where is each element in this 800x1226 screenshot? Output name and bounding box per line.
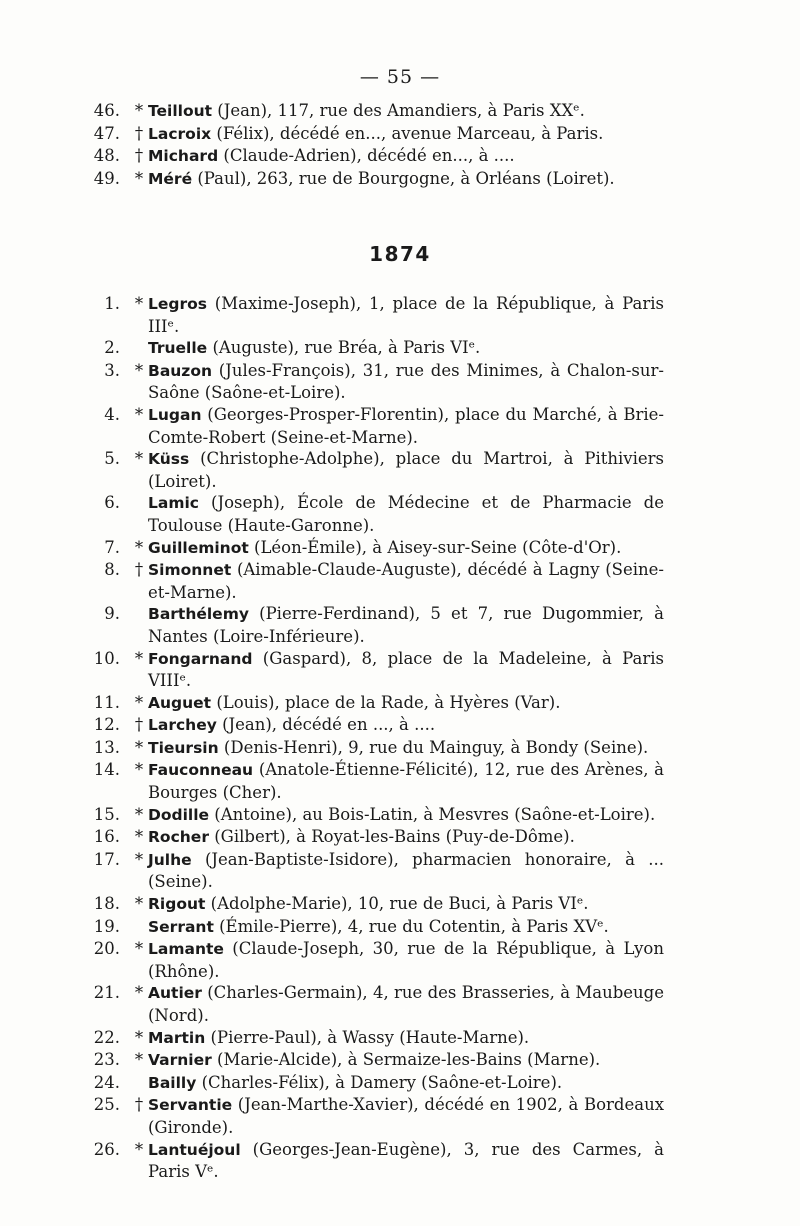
asterisk-mark: *: [134, 692, 144, 712]
list-item: [76, 714, 664, 737]
entry-name: Lugan: [148, 405, 202, 424]
entry-name: Bailly: [148, 1073, 197, 1092]
entry-details: (Georges-Jean-Eugène), 3, rue des Carmes, à Paris Vᵉ.: [148, 1139, 664, 1182]
entry-details: (Georges-Prosper-Florentin), place du Marché, à Brie-Comte-Robert (Seine-et-Marne).: [148, 404, 664, 447]
entry-number: 17.: [93, 849, 120, 869]
list-item: [76, 337, 664, 360]
asterisk-mark: *: [134, 1050, 144, 1070]
entry-number: 26.: [93, 1139, 120, 1159]
entry-details: (Gilbert), à Royat-les-Bains (Puy-de-Dôme).: [208, 827, 575, 847]
list-item: [76, 982, 664, 1026]
entry-name: Bauzon: [148, 361, 213, 380]
list-item: [76, 759, 664, 803]
entry-number: 2.: [104, 338, 120, 358]
list-item: [76, 849, 664, 893]
entry-number: 18.: [93, 894, 120, 914]
list-item: [76, 537, 664, 560]
list-item: [76, 804, 664, 827]
entry-name: Michard: [148, 147, 219, 166]
entry-details: (Jean), 117, rue des Amandiers, à Paris XXᵉ.: [212, 101, 585, 120]
entry-name: Varnier: [148, 1051, 212, 1070]
entry-number: 16.: [93, 827, 120, 847]
deceased-mark: †: [134, 560, 144, 580]
entry-number: 7.: [104, 537, 120, 557]
asterisk-mark: *: [134, 983, 144, 1003]
entry-name: Fauconneau: [148, 761, 254, 780]
entry-name: Dodille: [148, 805, 210, 824]
asterisk-mark: *: [134, 804, 144, 824]
asterisk-mark: *: [134, 849, 144, 869]
entry-details: (Paul), 263, rue de Bourgogne, à Orléans (Loiret).: [192, 168, 615, 188]
list-item: [76, 559, 664, 603]
asterisk-mark: *: [134, 537, 144, 557]
entry-name: Fongarnand: [148, 649, 253, 668]
entry-details: (Maxime-Joseph), 1, place de la République, à Paris IIIᵉ.: [148, 294, 664, 336]
list-item: [76, 1049, 664, 1072]
entry-number: 47.: [93, 123, 120, 143]
entry-number: 20.: [93, 939, 120, 959]
asterisk-mark: *: [134, 760, 144, 780]
entry-details: (Antoine), au Bois-Latin, à Mesvres (Saône-et-Loire).: [209, 804, 656, 824]
entry-name: Julhe: [148, 850, 192, 869]
list-item: [76, 692, 664, 715]
entry-name: Barthélemy: [148, 605, 249, 624]
asterisk-mark: *: [134, 648, 144, 668]
entry-number: 1.: [104, 294, 120, 313]
entry-number: 4.: [104, 404, 120, 424]
entry-details: (Charles-Félix), à Damery (Saône-et-Loire).: [196, 1072, 563, 1092]
list-item: [76, 603, 664, 647]
entry-details: (Émile-Pierre), 4, rue du Cotentin, à Paris XVᵉ.: [213, 916, 609, 936]
list-item: [76, 293, 664, 337]
entry-name: Lamic: [148, 494, 199, 513]
entry-name: Guilleminot: [148, 538, 249, 557]
entry-details: (Pierre-Ferdinand), 5 et 7, rue Dugommier, à Nantes (Loire-Inférieure).: [148, 604, 664, 646]
entry-number: 9.: [104, 604, 120, 624]
entry-name: Serrant: [148, 917, 214, 936]
entry-number: 49.: [93, 168, 120, 188]
list-item: [76, 448, 664, 492]
entry-details: (Charles-Germain), 4, rue des Brasseries, à Maubeuge (Nord).: [148, 983, 664, 1025]
entry-number: 46.: [93, 101, 120, 120]
asterisk-mark: *: [134, 894, 144, 914]
list-item: [76, 145, 664, 168]
entry-name: Rocher: [148, 828, 209, 847]
entry-name: Auguet: [148, 693, 212, 712]
list-item: [76, 404, 664, 448]
entry-details: (Léon-Émile), à Aisey-sur-Seine (Côte-d'Or).: [248, 537, 622, 557]
entry-number: 12.: [93, 715, 120, 735]
page-number: — 55 —: [359, 66, 441, 88]
entry-name: Lacroix: [148, 124, 212, 143]
entry-number: 6.: [104, 493, 120, 513]
entry-details: (Anatole-Étienne-Félicité), 12, rue des Arènes, à Bourges (Cher).: [148, 760, 664, 803]
list-item: [76, 123, 664, 146]
entry-name: Simonnet: [148, 561, 232, 580]
entry-name: Larchey: [148, 716, 217, 735]
list-item: [76, 1094, 664, 1138]
entry-name: Autier: [148, 984, 202, 1003]
list-item: [76, 1139, 664, 1183]
entry-name: Martin: [148, 1028, 206, 1047]
entry-details: (Christophe-Adolphe), place du Martroi, à Pithiviers (Loiret).: [148, 449, 664, 491]
asterisk-mark: *: [134, 1027, 144, 1047]
list-item: [76, 168, 664, 191]
entry-details: (Pierre-Paul), à Wassy (Haute-Marne).: [205, 1027, 530, 1047]
list-item: [76, 826, 664, 849]
deceased-mark: †: [134, 715, 144, 735]
entry-details: (Auguste), rue Bréa, à Paris VIᵉ.: [207, 338, 481, 358]
asterisk-mark: *: [134, 101, 144, 120]
entry-number: 48.: [93, 146, 120, 166]
list-item: [76, 916, 664, 939]
entry-details: (Aimable-Claude-Auguste), décédé à Lagny (Seine-et-Marne).: [148, 560, 664, 602]
entries-list-previous-year: [76, 100, 664, 190]
entry-number: 19.: [93, 916, 120, 936]
entry-number: 15.: [93, 804, 120, 824]
entry-number: 25.: [93, 1095, 120, 1115]
entry-details: (Adolphe-Marie), 10, rue de Buci, à Paris VIᵉ.: [205, 894, 589, 914]
entry-details: (Jules-François), 31, rue des Minimes, à Chalon-sur-Saône (Saône-et-Loire).: [148, 360, 664, 403]
list-item: [76, 893, 664, 916]
list-item: [76, 360, 664, 404]
entry-number: 11.: [93, 692, 120, 712]
entry-details: (Claude-Adrien), décédé en..., à ....: [218, 146, 515, 166]
list-item: [76, 100, 664, 123]
asterisk-mark: *: [134, 737, 144, 757]
entry-name: Truelle: [148, 339, 208, 358]
entry-name: Servantie: [148, 1096, 233, 1115]
deceased-mark: †: [134, 146, 144, 166]
entry-name: Küss: [148, 450, 190, 469]
list-item: [76, 648, 664, 692]
entry-number: 22.: [93, 1027, 120, 1047]
asterisk-mark: *: [134, 294, 144, 313]
year-heading: 1874: [369, 242, 431, 266]
entry-details: (Jean-Marthe-Xavier), décédé en 1902, à Bordeaux (Gironde).: [148, 1095, 664, 1137]
entry-details: (Louis), place de la Rade, à Hyères (Var).: [211, 692, 561, 712]
entry-name: Teillout: [148, 102, 213, 120]
entry-number: 21.: [93, 983, 120, 1003]
asterisk-mark: *: [134, 939, 144, 959]
entry-name: Tieursin: [148, 738, 219, 757]
list-item: [76, 1027, 664, 1050]
entry-details: (Félix), décédé en..., avenue Marceau, à Paris.: [211, 123, 604, 143]
entry-number: 8.: [104, 560, 120, 580]
list-item: [76, 492, 664, 536]
list-item: [76, 737, 664, 760]
entry-number: 23.: [93, 1050, 120, 1070]
asterisk-mark: *: [134, 360, 144, 380]
entry-number: 14.: [93, 760, 120, 780]
entry-number: 10.: [93, 648, 120, 668]
entries-list-1874: [76, 293, 664, 1183]
asterisk-mark: *: [134, 827, 144, 847]
entry-details: (Joseph), École de Médecine et de Pharmacie de Toulouse (Haute-Garonne).: [148, 493, 664, 535]
entry-details: (Marie-Alcide), à Sermaize-les-Bains (Marne).: [211, 1050, 601, 1070]
entry-number: 5.: [104, 449, 120, 469]
asterisk-mark: *: [134, 168, 144, 188]
deceased-mark: †: [134, 123, 144, 143]
asterisk-mark: *: [134, 449, 144, 469]
entry-number: 3.: [104, 360, 120, 380]
entry-name: Lantuéjoul: [148, 1140, 241, 1159]
entry-name: Méré: [148, 169, 193, 188]
list-item: [76, 938, 664, 982]
asterisk-mark: *: [134, 1139, 144, 1159]
entry-number: 13.: [93, 737, 120, 757]
entry-number: 24.: [93, 1072, 120, 1092]
entry-name: Rigout: [148, 895, 206, 914]
entry-details: (Gaspard), 8, place de la Madeleine, à Paris VIIIᵉ.: [148, 648, 664, 691]
entry-name: Lamante: [148, 940, 224, 959]
entry-details: (Denis-Henri), 9, rue du Mainguy, à Bondy (Seine).: [218, 737, 649, 757]
entry-name: Legros: [148, 295, 208, 313]
list-item: [76, 1072, 664, 1095]
deceased-mark: †: [134, 1095, 144, 1115]
entry-details: (Jean), décédé en ..., à ....: [216, 715, 436, 735]
asterisk-mark: *: [134, 404, 144, 424]
entry-details: (Jean-Baptiste-Isidore), pharmacien honoraire, à ... (Seine).: [148, 849, 664, 892]
entry-details: (Claude-Joseph, 30, rue de la République, à Lyon (Rhône).: [148, 939, 664, 981]
